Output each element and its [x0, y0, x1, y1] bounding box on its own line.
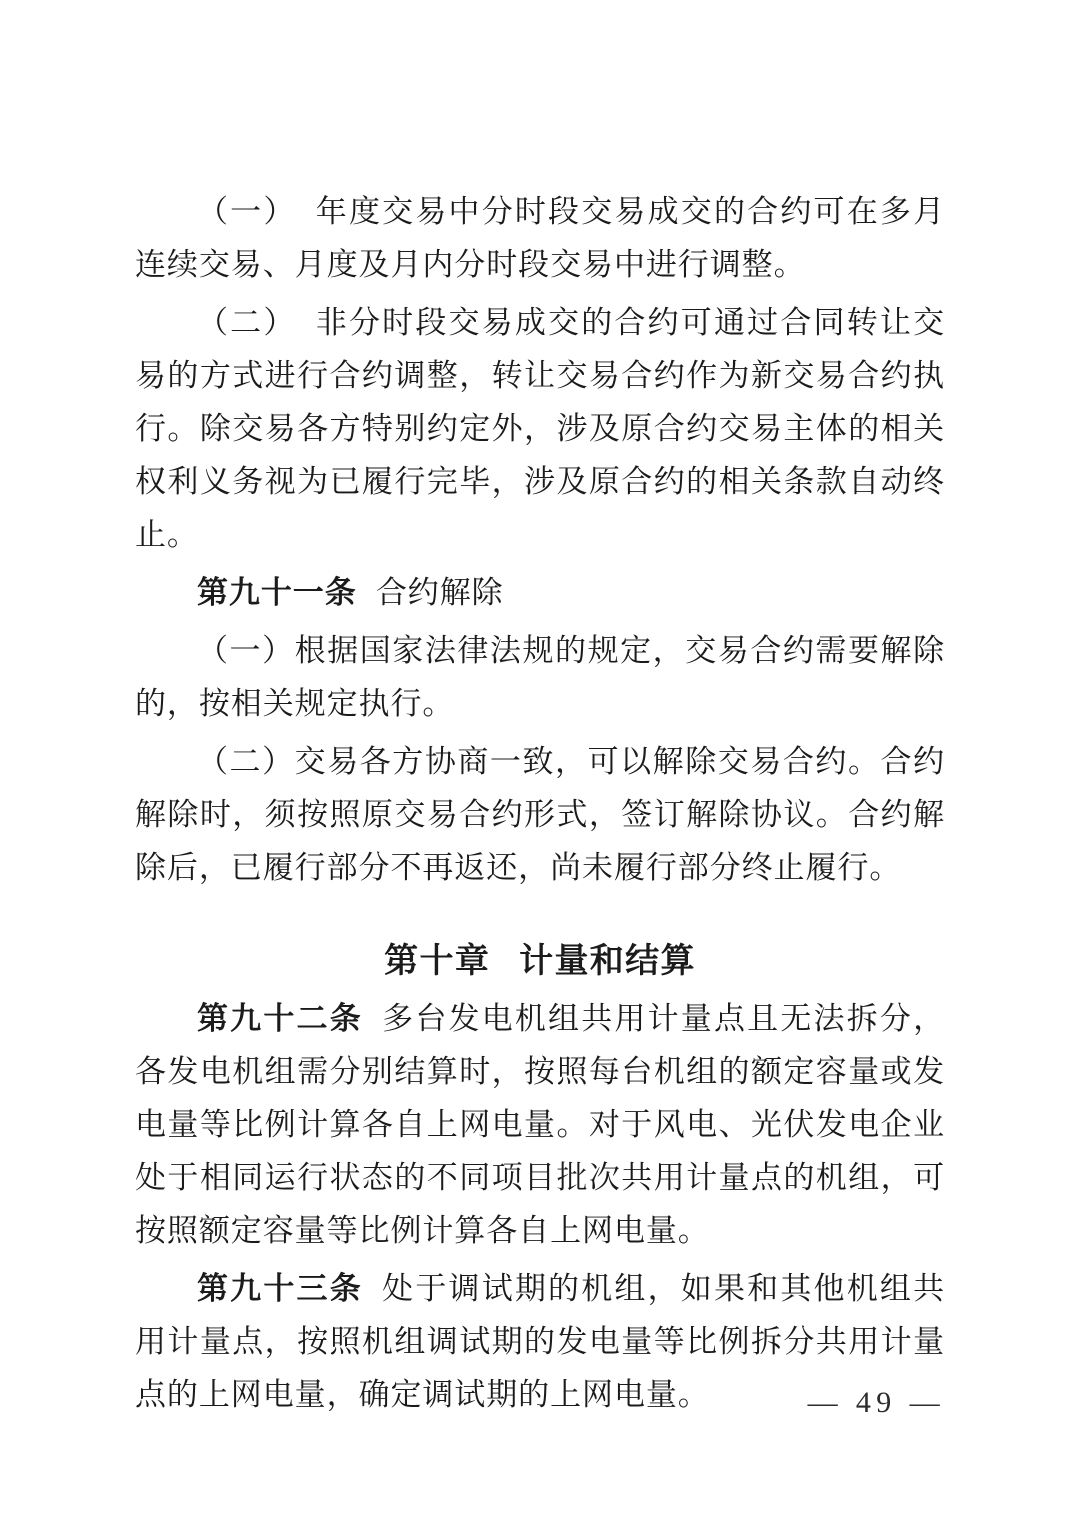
article-92-text: 多台发电机组共用计量点且无法拆分，各发电机组需分别结算时，按照每台机组的额定容量或发电量等比例计算各自上网电量。对于风电、光伏发电企业处于相同运行状态的不同项目批次共用计量点的机组，可按照额定容量等比例计算各自上网电量。: [135, 1001, 945, 1248]
chapter-10-heading: [135, 934, 945, 990]
page-footer: [808, 1386, 945, 1420]
clause-item-2: [135, 296, 945, 561]
article-93-text: 处于调试期的机组，如果和其他机组共用计量点，按照机组调试期的发电量等比例拆分共用计量点的上网电量，确定调试期的上网电量。: [135, 1271, 945, 1412]
clause-item-2-label: （二）: [197, 305, 297, 340]
clause-item-1-text: 年度交易中分时段交易成交的合约可在多月连续交易、月度及月内分时段交易中进行调整。: [135, 194, 946, 282]
article-92: [135, 992, 945, 1257]
clause-item-1: [135, 185, 945, 291]
article-91-clause-2: （二）交易各方协商一致，可以解除交易合约。合约解除时，须按照原交易合约形式，签订解除协议。合约解除后，已履行部分不再返还，尚未履行部分终止履行。: [135, 744, 945, 885]
clause-item-1-label: （一）: [197, 194, 297, 229]
article-92-number: 第九十二条: [197, 1001, 363, 1036]
clause-item-2-text: 非分时段交易成交的合约可通过合同转让交易的方式进行合约调整，转让交易合约作为新交易合约执行。除交易各方特别约定外，涉及原合约交易主体的相关权利义务视为已履行完毕，涉及原合约的相关条款自动终止。: [135, 305, 946, 552]
chapter-10-title: 计量和结算: [519, 943, 696, 980]
article-91-clause-1: （一）根据国家法律法规的规定，交易合约需要解除的，按相关规定执行。: [135, 633, 945, 721]
article-91-title: 合约解除: [375, 575, 504, 610]
document-body: [135, 185, 945, 1426]
article-91-number: 第九十一条: [197, 575, 357, 610]
chapter-10-number: 第十章: [384, 943, 491, 980]
article-93-number: 第九十三条: [197, 1271, 363, 1306]
article-91-heading: [135, 566, 945, 619]
page-number: — 49 —: [807, 1386, 945, 1419]
